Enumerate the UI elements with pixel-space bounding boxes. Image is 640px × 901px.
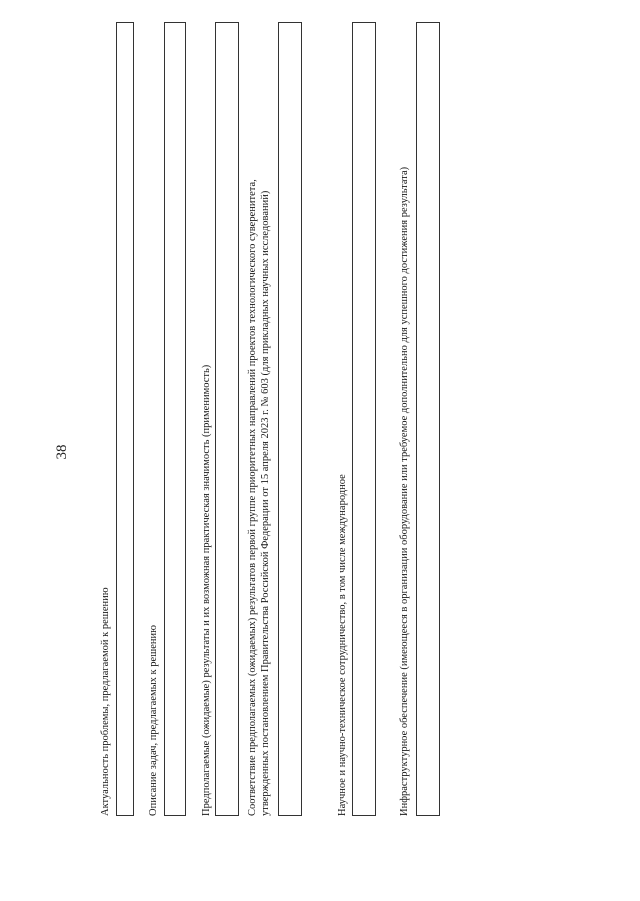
section-label-problem-relevance: Актуальность проблемы, предлагаемой к решению [100,587,111,816]
page-number: 38 [54,444,70,460]
section-box-cooperation[interactable] [352,22,376,816]
section-label-infrastructure: Инфраструктурное обеспечение (имеющееся в организации оборудование или требуемое дополнительно для успешного достижения результата) [399,166,410,816]
section-box-infrastructure[interactable] [416,22,440,816]
section-label-priority-compliance-line2: утвержденных постановлением Правительства Российской Федерации от 15 апреля 2023 г. № 603 (для прикладных научных исследований) [260,190,271,816]
section-box-problem-relevance[interactable] [116,22,134,816]
section-label-priority-compliance-line1: Соответствие предполагаемых (ожидаемых) результатов первой группе приоритетных направлений проектов технологического суверенитета, [247,179,258,816]
section-label-cooperation: Научное и научно-техническое сотрудничество, в том числе международное [337,474,348,816]
section-box-task-description[interactable] [164,22,186,816]
section-label-task-description: Описание задач, предлагаемых к решению [148,624,159,816]
section-box-expected-results[interactable] [215,22,239,816]
section-box-priority-compliance[interactable] [278,22,302,816]
section-label-expected-results: Предполагаемые (ожидаемые) результаты и их возможная практическая значимость (применимость) [201,364,212,816]
